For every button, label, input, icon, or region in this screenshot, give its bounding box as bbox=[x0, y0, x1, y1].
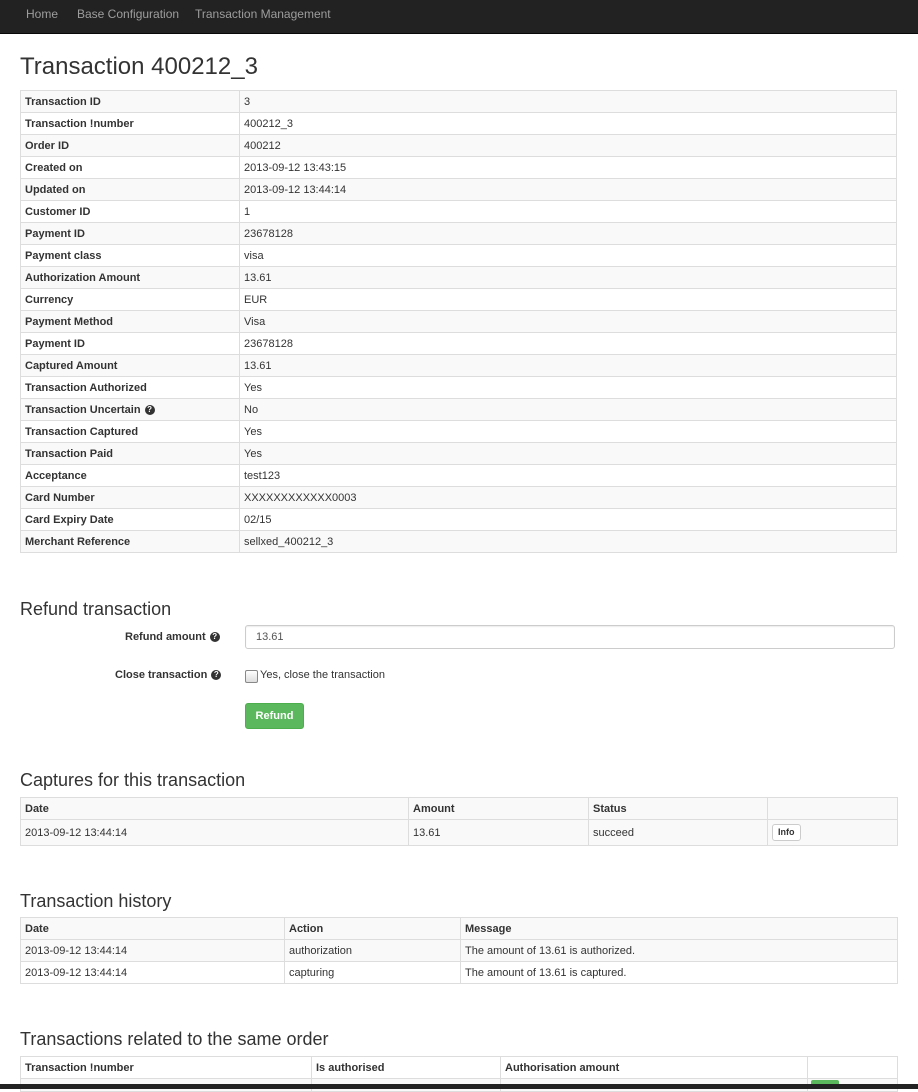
detail-value: 23678128 bbox=[240, 333, 897, 355]
table-row bbox=[21, 91, 897, 113]
detail-label-text: Order ID bbox=[25, 139, 70, 152]
close-transaction-checkbox[interactable] bbox=[245, 670, 258, 683]
detail-label bbox=[21, 443, 240, 465]
history-date: 2013-09-12 13:44:14 bbox=[21, 940, 285, 962]
table-row bbox=[21, 157, 897, 179]
detail-label bbox=[21, 531, 240, 553]
detail-label bbox=[21, 135, 240, 157]
question-icon[interactable]: ? bbox=[145, 405, 155, 415]
detail-value: XXXXXXXXXXXX0003 bbox=[240, 487, 897, 509]
detail-value: 2013-09-12 13:43:15 bbox=[240, 157, 897, 179]
detail-value: 400212_3 bbox=[240, 113, 897, 135]
detail-label-text: Transaction Paid bbox=[25, 447, 114, 460]
detail-value: 13.61 bbox=[240, 355, 897, 377]
table-row bbox=[21, 509, 897, 531]
refund-button[interactable]: Refund bbox=[245, 703, 304, 729]
detail-label-text: Transaction Uncertain bbox=[25, 403, 141, 416]
page-title: Transaction 400212_3 bbox=[20, 53, 258, 80]
detail-label-text: Merchant Reference bbox=[25, 535, 131, 548]
table-row bbox=[21, 421, 897, 443]
detail-label-text: Transaction ID bbox=[25, 95, 101, 108]
info-button[interactable]: Info bbox=[772, 824, 801, 841]
detail-label bbox=[21, 465, 240, 487]
detail-value: test123 bbox=[240, 465, 897, 487]
table-row bbox=[21, 377, 897, 399]
detail-label-text: Payment Method bbox=[25, 315, 114, 328]
detail-label bbox=[21, 311, 240, 333]
detail-label bbox=[21, 245, 240, 267]
table-row bbox=[21, 355, 897, 377]
detail-label-text: Card Number bbox=[25, 491, 95, 504]
refund-amount-label bbox=[125, 631, 220, 643]
question-icon[interactable]: ? bbox=[210, 632, 220, 642]
capture-actions bbox=[768, 820, 898, 846]
table-row bbox=[21, 267, 897, 289]
detail-label bbox=[21, 421, 240, 443]
capture-status: succeed bbox=[589, 820, 768, 846]
detail-value: EUR bbox=[240, 289, 897, 311]
detail-label bbox=[21, 267, 240, 289]
history-section-title: Transaction history bbox=[20, 891, 172, 911]
table-row bbox=[21, 962, 898, 984]
detail-label bbox=[21, 289, 240, 311]
detail-value: 400212 bbox=[240, 135, 897, 157]
detail-label-text: Acceptance bbox=[25, 469, 87, 482]
detail-label bbox=[21, 355, 240, 377]
table-row bbox=[21, 135, 897, 157]
captures-section-title: Captures for this transaction bbox=[20, 770, 246, 790]
table-row bbox=[21, 289, 897, 311]
question-icon[interactable]: ? bbox=[211, 670, 221, 680]
detail-value: 02/15 bbox=[240, 509, 897, 531]
detail-label-text: Transaction Authorized bbox=[25, 381, 147, 394]
table-row bbox=[21, 113, 897, 135]
detail-value: Yes bbox=[240, 421, 897, 443]
table-row bbox=[21, 333, 897, 355]
detail-value: 1 bbox=[240, 201, 897, 223]
related-header-actions bbox=[808, 1057, 898, 1079]
detail-label-text: Customer ID bbox=[25, 205, 91, 218]
detail-value: No bbox=[240, 399, 897, 421]
captures-header-actions bbox=[768, 798, 898, 820]
refund-section-title: Refund transaction bbox=[20, 599, 172, 619]
table-row bbox=[21, 223, 897, 245]
table-row bbox=[21, 311, 897, 333]
table-row bbox=[21, 940, 898, 962]
nav-base-configuration[interactable]: Base Configuration bbox=[77, 7, 180, 21]
detail-label-text: Captured Amount bbox=[25, 359, 118, 372]
table-row bbox=[21, 487, 897, 509]
detail-label-text: Transaction Captured bbox=[25, 425, 139, 438]
table-row bbox=[21, 201, 897, 223]
transaction-details-table bbox=[20, 90, 897, 553]
history-action: authorization bbox=[285, 940, 461, 962]
related-header-amount: Authorisation amount bbox=[501, 1057, 808, 1079]
bottom-bar bbox=[0, 1084, 918, 1089]
table-row bbox=[21, 465, 897, 487]
capture-date: 2013-09-12 13:44:14 bbox=[21, 820, 409, 846]
detail-label bbox=[21, 333, 240, 355]
detail-value: visa bbox=[240, 245, 897, 267]
history-header-message: Message bbox=[461, 918, 898, 940]
detail-label bbox=[21, 201, 240, 223]
refund-amount-label-text: Refund amount bbox=[125, 631, 206, 643]
detail-label bbox=[21, 91, 240, 113]
related-header-number: Transaction !number bbox=[21, 1057, 312, 1079]
table-row bbox=[21, 531, 897, 553]
table-row bbox=[21, 399, 897, 421]
nav-transaction-management[interactable]: Transaction Management bbox=[195, 7, 331, 21]
related-header-authorised: Is authorised bbox=[312, 1057, 501, 1079]
close-transaction-label bbox=[115, 669, 221, 681]
detail-label-text: Payment ID bbox=[25, 227, 85, 240]
detail-label-text: Card Expiry Date bbox=[25, 513, 114, 526]
top-navbar bbox=[0, 0, 918, 34]
close-transaction-label-text: Close transaction bbox=[115, 669, 208, 681]
capture-amount: 13.61 bbox=[409, 820, 589, 846]
detail-label bbox=[21, 487, 240, 509]
detail-value: Yes bbox=[240, 377, 897, 399]
history-message: The amount of 13.61 is captured. bbox=[461, 962, 898, 984]
detail-value: 23678128 bbox=[240, 223, 897, 245]
detail-label-text: Currency bbox=[25, 293, 74, 306]
history-header-action: Action bbox=[285, 918, 461, 940]
nav-home[interactable]: Home bbox=[26, 7, 59, 21]
detail-label bbox=[21, 377, 240, 399]
detail-label bbox=[21, 399, 240, 421]
detail-value: 2013-09-12 13:44:14 bbox=[240, 179, 897, 201]
detail-value: 3 bbox=[240, 91, 897, 113]
detail-value: sellxed_400212_3 bbox=[240, 531, 897, 553]
detail-label bbox=[21, 179, 240, 201]
detail-label-text: Payment class bbox=[25, 249, 102, 262]
detail-label bbox=[21, 509, 240, 531]
captures-table bbox=[20, 797, 898, 846]
table-row bbox=[21, 179, 897, 201]
refund-amount-input[interactable] bbox=[245, 625, 895, 649]
detail-value: Yes bbox=[240, 443, 897, 465]
detail-label bbox=[21, 113, 240, 135]
detail-label bbox=[21, 223, 240, 245]
captures-header-status: Status bbox=[589, 798, 768, 820]
detail-label-text: Created on bbox=[25, 161, 83, 174]
history-action: capturing bbox=[285, 962, 461, 984]
table-row bbox=[21, 820, 898, 846]
table-row bbox=[21, 443, 897, 465]
detail-label-text: Authorization Amount bbox=[25, 271, 141, 284]
history-table bbox=[20, 917, 898, 984]
history-header-date: Date bbox=[21, 918, 285, 940]
captures-header-amount: Amount bbox=[409, 798, 589, 820]
captures-header-date: Date bbox=[21, 798, 409, 820]
detail-value: Visa bbox=[240, 311, 897, 333]
table-row bbox=[21, 245, 897, 267]
history-message: The amount of 13.61 is authorized. bbox=[461, 940, 898, 962]
detail-label-text: Transaction !number bbox=[25, 117, 134, 130]
close-transaction-checkbox-label[interactable]: Yes, close the transaction bbox=[260, 669, 385, 681]
related-section-title: Transactions related to the same order bbox=[20, 1029, 329, 1049]
detail-label bbox=[21, 157, 240, 179]
detail-value: 13.61 bbox=[240, 267, 897, 289]
history-date: 2013-09-12 13:44:14 bbox=[21, 962, 285, 984]
detail-label-text: Payment ID bbox=[25, 337, 85, 350]
detail-label-text: Updated on bbox=[25, 183, 86, 196]
